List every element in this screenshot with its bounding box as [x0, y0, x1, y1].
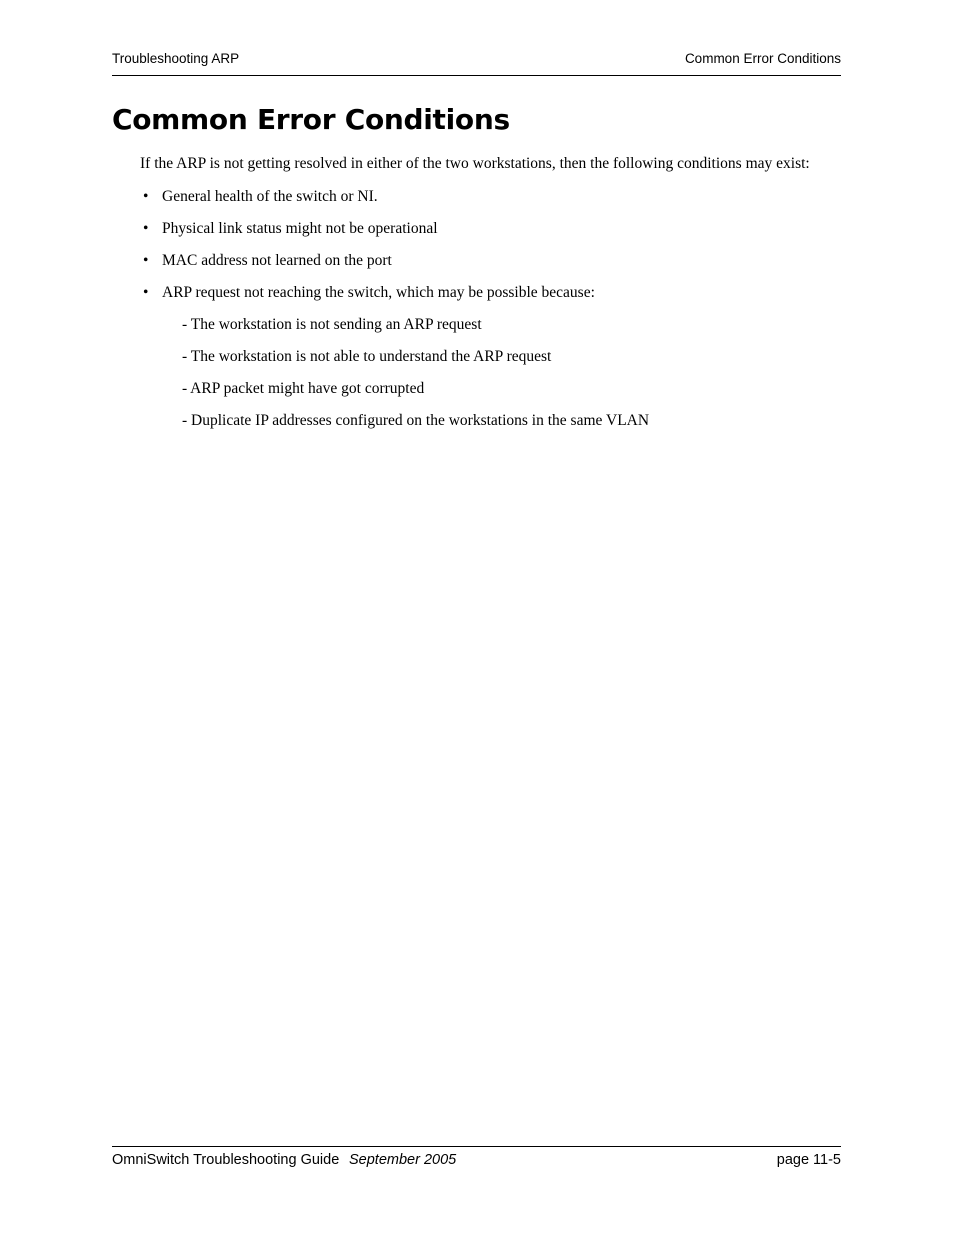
footer-guide-title: OmniSwitch Troubleshooting Guide: [112, 1152, 340, 1168]
header-section-title: Common Error Conditions: [684, 51, 841, 66]
sub-list-item: - Duplicate IP addresses configured on the workstations in the same VLAN: [182, 412, 650, 429]
list-item-text: General health of the switch or NI.: [162, 188, 378, 205]
list-item: [140, 219, 830, 238]
sub-conditions-list: [182, 315, 830, 430]
bullet-icon: •: [143, 284, 149, 301]
intro-paragraph: If the ARP is not getting resolved in either of the two workstations, then the following conditions may exist:: [140, 155, 810, 172]
conditions-list: [140, 187, 830, 430]
body-content: [140, 154, 830, 443]
page-header: [112, 51, 841, 76]
list-item-text: ARP request not reaching the switch, which may be possible because:: [162, 284, 595, 301]
list-item: [140, 251, 830, 270]
sub-list-item: - ARP packet might have got corrupted: [182, 380, 425, 397]
footer-page-number: page 11-5: [776, 1152, 841, 1168]
bullet-icon: •: [143, 188, 149, 205]
list-item: [140, 283, 830, 430]
list-item-text: MAC address not learned on the port: [162, 252, 392, 269]
header-chapter-title: Troubleshooting ARP: [112, 51, 240, 66]
sub-list-item: - The workstation is not able to understand the ARP request: [182, 348, 552, 365]
page-title: Common Error Conditions: [112, 103, 510, 136]
footer-date: September 2005: [349, 1152, 457, 1168]
page-footer: [112, 1146, 841, 1174]
list-item-text: Physical link status might not be operational: [162, 220, 438, 237]
sub-list-item: - The workstation is not sending an ARP request: [182, 316, 482, 333]
list-item: [140, 187, 830, 206]
bullet-icon: •: [143, 252, 149, 269]
bullet-icon: •: [143, 220, 149, 237]
